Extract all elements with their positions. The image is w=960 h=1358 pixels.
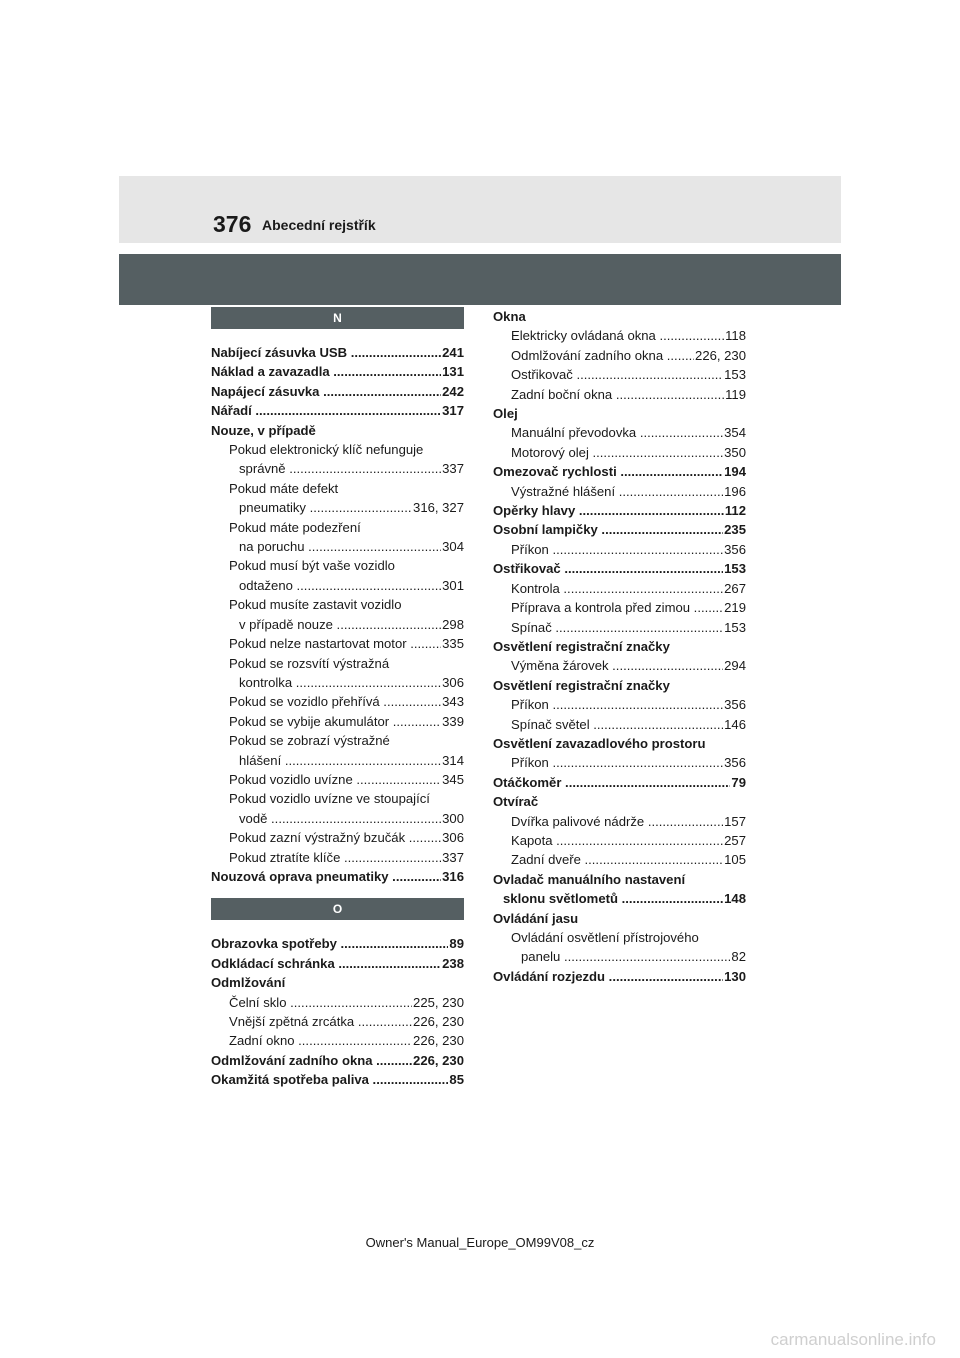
index-subentry[interactable]: vodě ..... 300 (211, 809, 464, 828)
index-entry[interactable]: Napájecí zásuvka ..... 242 (211, 382, 464, 401)
index-subentry[interactable]: Dvířka palivové nádrže ..... 157 (493, 812, 746, 831)
index-entry[interactable]: Nářadí ..... 317 (211, 401, 464, 420)
index-entry[interactable]: Ovládání rozjezdu ..... 130 (493, 967, 746, 986)
index-subentry[interactable]: Kontrola ..... 267 (493, 579, 746, 598)
index-subentry[interactable]: Příkon ..... 356 (493, 540, 746, 559)
page-number: 376 (213, 211, 252, 237)
index-subentry[interactable]: Pokud ztratíte klíče ..... 337 (211, 848, 464, 867)
index-subentry[interactable]: Pokud se vozidlo přehřívá ..... 343 (211, 692, 464, 711)
index-entry[interactable]: Otáčkoměr ..... 79 (493, 773, 746, 792)
index-entry[interactable]: Obrazovka spotřeby ..... 89 (211, 934, 464, 953)
index-column-left (211, 307, 464, 1090)
index-entry[interactable]: sklonu světlometů ..... 148 (493, 889, 746, 908)
index-entry[interactable]: Nouzová oprava pneumatiky ..... 316 (211, 867, 464, 886)
index-subentry[interactable]: panelu ..... 82 (493, 947, 746, 966)
index-subentry[interactable]: Kapota ..... 257 (493, 831, 746, 850)
index-subentry[interactable]: Zadní okno ..... 226, 230 (211, 1031, 464, 1050)
index-entry[interactable]: Osobní lampičky ..... 235 (493, 520, 746, 539)
index-subentry[interactable]: Pokud se vybije akumulátor ..... 339 (211, 712, 464, 731)
index-subentry[interactable]: Zadní dveře ..... 105 (493, 850, 746, 869)
index-subentry-line: Pokud vozidlo uvízne ve stoupající (229, 791, 430, 807)
index-subentry[interactable]: hlášení ..... 314 (211, 751, 464, 770)
index-subentry[interactable]: Příkon ..... 356 (493, 695, 746, 714)
header-dark-bar (119, 254, 841, 305)
index-heading: Osvětlení registrační značky (493, 638, 670, 654)
index-subentry[interactable]: Zadní boční okna ..... 119 (493, 385, 746, 404)
index-entry[interactable]: Opěrky hlavy ..... 112 (493, 501, 746, 520)
index-subentry[interactable]: pneumatiky ..... 316, 327 (211, 498, 464, 517)
index-entry[interactable]: Nabíjecí zásuvka USB ..... 241 (211, 343, 464, 362)
section-title: Abecední rejstřík (262, 217, 376, 233)
index-subentry-line: Pokud máte podezření (229, 519, 361, 535)
index-entry[interactable]: Ostřikovač ..... 153 (493, 559, 746, 578)
index-subentry[interactable]: Příkon ..... 356 (493, 753, 746, 772)
index-subentry-line: Pokud musíte zastavit vozidlo (229, 597, 402, 613)
index-heading: Odmlžování (211, 975, 286, 991)
index-entry[interactable]: Odkládací schránka ..... 238 (211, 954, 464, 973)
index-subentry[interactable]: Čelní sklo ..... 225, 230 (211, 993, 464, 1012)
index-subentry[interactable]: Elektricky ovládaná okna ..... 118 (493, 326, 746, 345)
index-column-right (493, 307, 746, 986)
index-subentry[interactable]: na poruchu ..... 304 (211, 537, 464, 556)
index-subentry[interactable]: Pokud zazní výstražný bzučák ..... 306 (211, 828, 464, 847)
index-subentry-line: Ovládání osvětlení přístrojového (511, 930, 699, 945)
index-heading-line: Ovladač manuálního nastavení (493, 871, 686, 887)
index-heading: Olej (493, 406, 518, 422)
index-heading: Nouze, v případě (211, 422, 316, 438)
index-entry[interactable]: Omezovač rychlosti ..... 194 (493, 462, 746, 481)
index-heading: Ovládání jasu (493, 910, 579, 926)
index-subentry[interactable]: Motorový olej ..... 350 (493, 443, 746, 462)
index-subentry[interactable]: Ostřikovač ..... 153 (493, 365, 746, 384)
index-heading: Okna (493, 309, 526, 324)
letter-heading-n: N (211, 307, 464, 329)
index-subentry[interactable]: Vnější zpětná zrcátka ..... 226, 230 (211, 1012, 464, 1031)
index-subentry[interactable]: kontrolka ..... 306 (211, 673, 464, 692)
index-subentry[interactable]: Pokud nelze nastartovat motor ..... 335 (211, 634, 464, 653)
index-subentry-line: Pokud máte defekt (229, 480, 339, 496)
index-subentry-line: Pokud se rozsvítí výstražná (229, 655, 390, 671)
watermark: carmanualsonline.info (770, 1330, 936, 1349)
index-subentry[interactable]: odtaženo ..... 301 (211, 576, 464, 595)
index-subentry[interactable]: Výměna žárovek ..... 294 (493, 656, 746, 675)
index-subentry[interactable]: Spínač ..... 153 (493, 618, 746, 637)
index-heading: Otvírač (493, 794, 539, 810)
index-subentry-line: Pokud se zobrazí výstražné (229, 733, 390, 749)
index-entry[interactable]: Náklad a zavazadla ..... 131 (211, 362, 464, 381)
index-subentry[interactable]: Spínač světel ..... 146 (493, 715, 746, 734)
footer-text: Owner's Manual_Europe_OM99V08_cz (365, 1235, 595, 1250)
index-subentry[interactable]: Odmlžování zadního okna ..... 226, 230 (493, 346, 746, 365)
index-entry[interactable]: Odmlžování zadního okna ..... 226, 230 (211, 1051, 464, 1070)
index-subentry[interactable]: Pokud vozidlo uvízne ..... 345 (211, 770, 464, 789)
index-subentry[interactable]: Příprava a kontrola před zimou ..... 219 (493, 598, 746, 617)
index-subentry[interactable]: správně ..... 337 (211, 459, 464, 478)
index-entry[interactable]: Okamžitá spotřeba paliva ..... 85 (211, 1070, 464, 1089)
index-subentry[interactable]: Výstražné hlášení ..... 196 (493, 482, 746, 501)
index-subentry-line: Pokud elektronický klíč nefunguje (229, 442, 424, 458)
index-heading: Osvětlení zavazadlového prostoru (493, 735, 706, 751)
index-subentry-line: Pokud musí být vaše vozidlo (229, 558, 395, 574)
index-heading: Osvětlení registrační značky (493, 677, 670, 693)
index-subentry[interactable]: v případě nouze ..... 298 (211, 615, 464, 634)
index-subentry[interactable]: Manuální převodovka ..... 354 (493, 423, 746, 442)
letter-heading-o: O (211, 898, 464, 920)
